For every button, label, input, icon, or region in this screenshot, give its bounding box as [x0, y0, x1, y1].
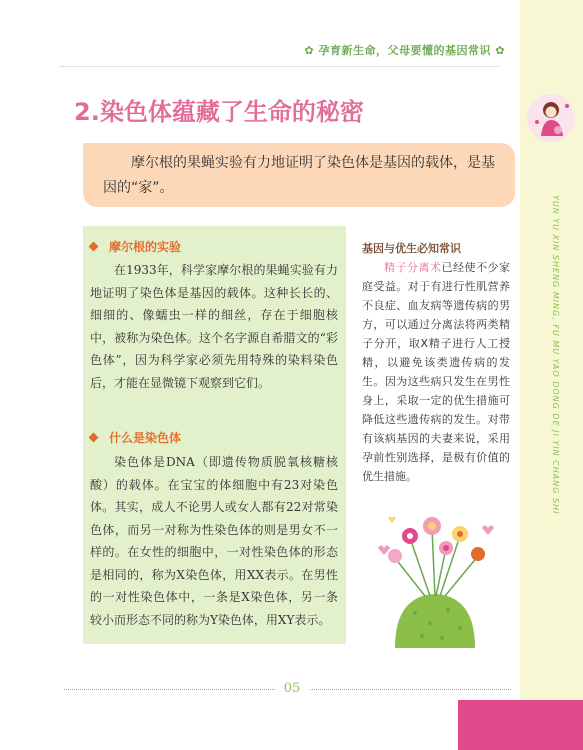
sidebox-text — [362, 258, 510, 486]
diamond-bullet-icon — [89, 433, 99, 443]
chromosome-paragraph — [90, 451, 338, 631]
subheading-morgan-experiment — [90, 238, 181, 255]
corner-pink-block — [458, 700, 583, 750]
diamond-bullet-icon — [89, 242, 99, 252]
subheading-what-is-chromosome — [90, 429, 181, 446]
page-number: 05 — [275, 681, 309, 696]
morgan-paragraph — [90, 259, 338, 394]
header-divider — [60, 66, 500, 67]
sidebox-highlight-term: 精子分离术 — [384, 261, 442, 274]
pregnant-girl-icon — [525, 92, 577, 144]
sidebox-title: 基因与优生必知常识 — [362, 242, 461, 255]
subheading-chromosome-label: 什么是染色体 — [109, 431, 182, 445]
highlight-callout: 摩尔根的果蝇实验有力地证明了染色体是基因的载体，是基因的“家”。 — [83, 143, 515, 207]
flower-illustration — [370, 508, 500, 648]
sidebox-body: 已经使不少家庭受益。对于有进行性肌营养不良症、血友病等遗传病的男方，可以通过分离法将两类精子分开，取X精子进行人工授精，以避免该类遗传病的发生。因为这些病只发生在男性身上，采取一定的优生措施可降低这些遗传病的发生。对带有该病基因的夫妻来说，采用孕前性别选择，是极有价值的优生措施。 — [362, 261, 510, 483]
subheading-morgan-label: 摩尔根的实验 — [109, 240, 182, 254]
morgan-paragraph-text: 在1933年，科学家摩尔根的果蝇实验有力地证明了染色体是基因的载体。这种长长的、细细的、像蠕虫一样的细丝，存在于细胞核中，被称为染色体。这个名字源自希腊文的“彩色体”，因为科学家必须先用特殊的染料染色后，才能在显微镜下观察到它们。 — [90, 263, 338, 390]
chromosome-paragraph-text: 染色体是DNA（即遗传物质脱氧核糖核酸）的载体。在宝宝的体细胞中有23对染色体。其实，成人不论男人或女人都有22对常染色体，而另一对称为性染色体的则是男女不一样的。在女性的细胞中，一对性染色体的形态是相同的，称为X染色体，用XX表示。在男性的一对性染色体中，一条是X染色体，另一条较小而形态不同的称为Y染色体，用XY表示。 — [90, 455, 338, 627]
section-number: 2. — [74, 98, 100, 126]
sidebar-pinyin: YUN YU XIN SHENG MING, FU MU YAO DONG DE JI YIN CHANG SHI — [551, 195, 560, 515]
section-title — [74, 92, 364, 127]
running-header-text: 孕育新生命，父母要懂的基因常识 — [318, 44, 491, 57]
running-header: ✿ 孕育新生命，父母要懂的基因常识 ✿ — [304, 44, 505, 57]
section-title-text: 染色体蕴藏了生命的秘密 — [99, 98, 364, 126]
